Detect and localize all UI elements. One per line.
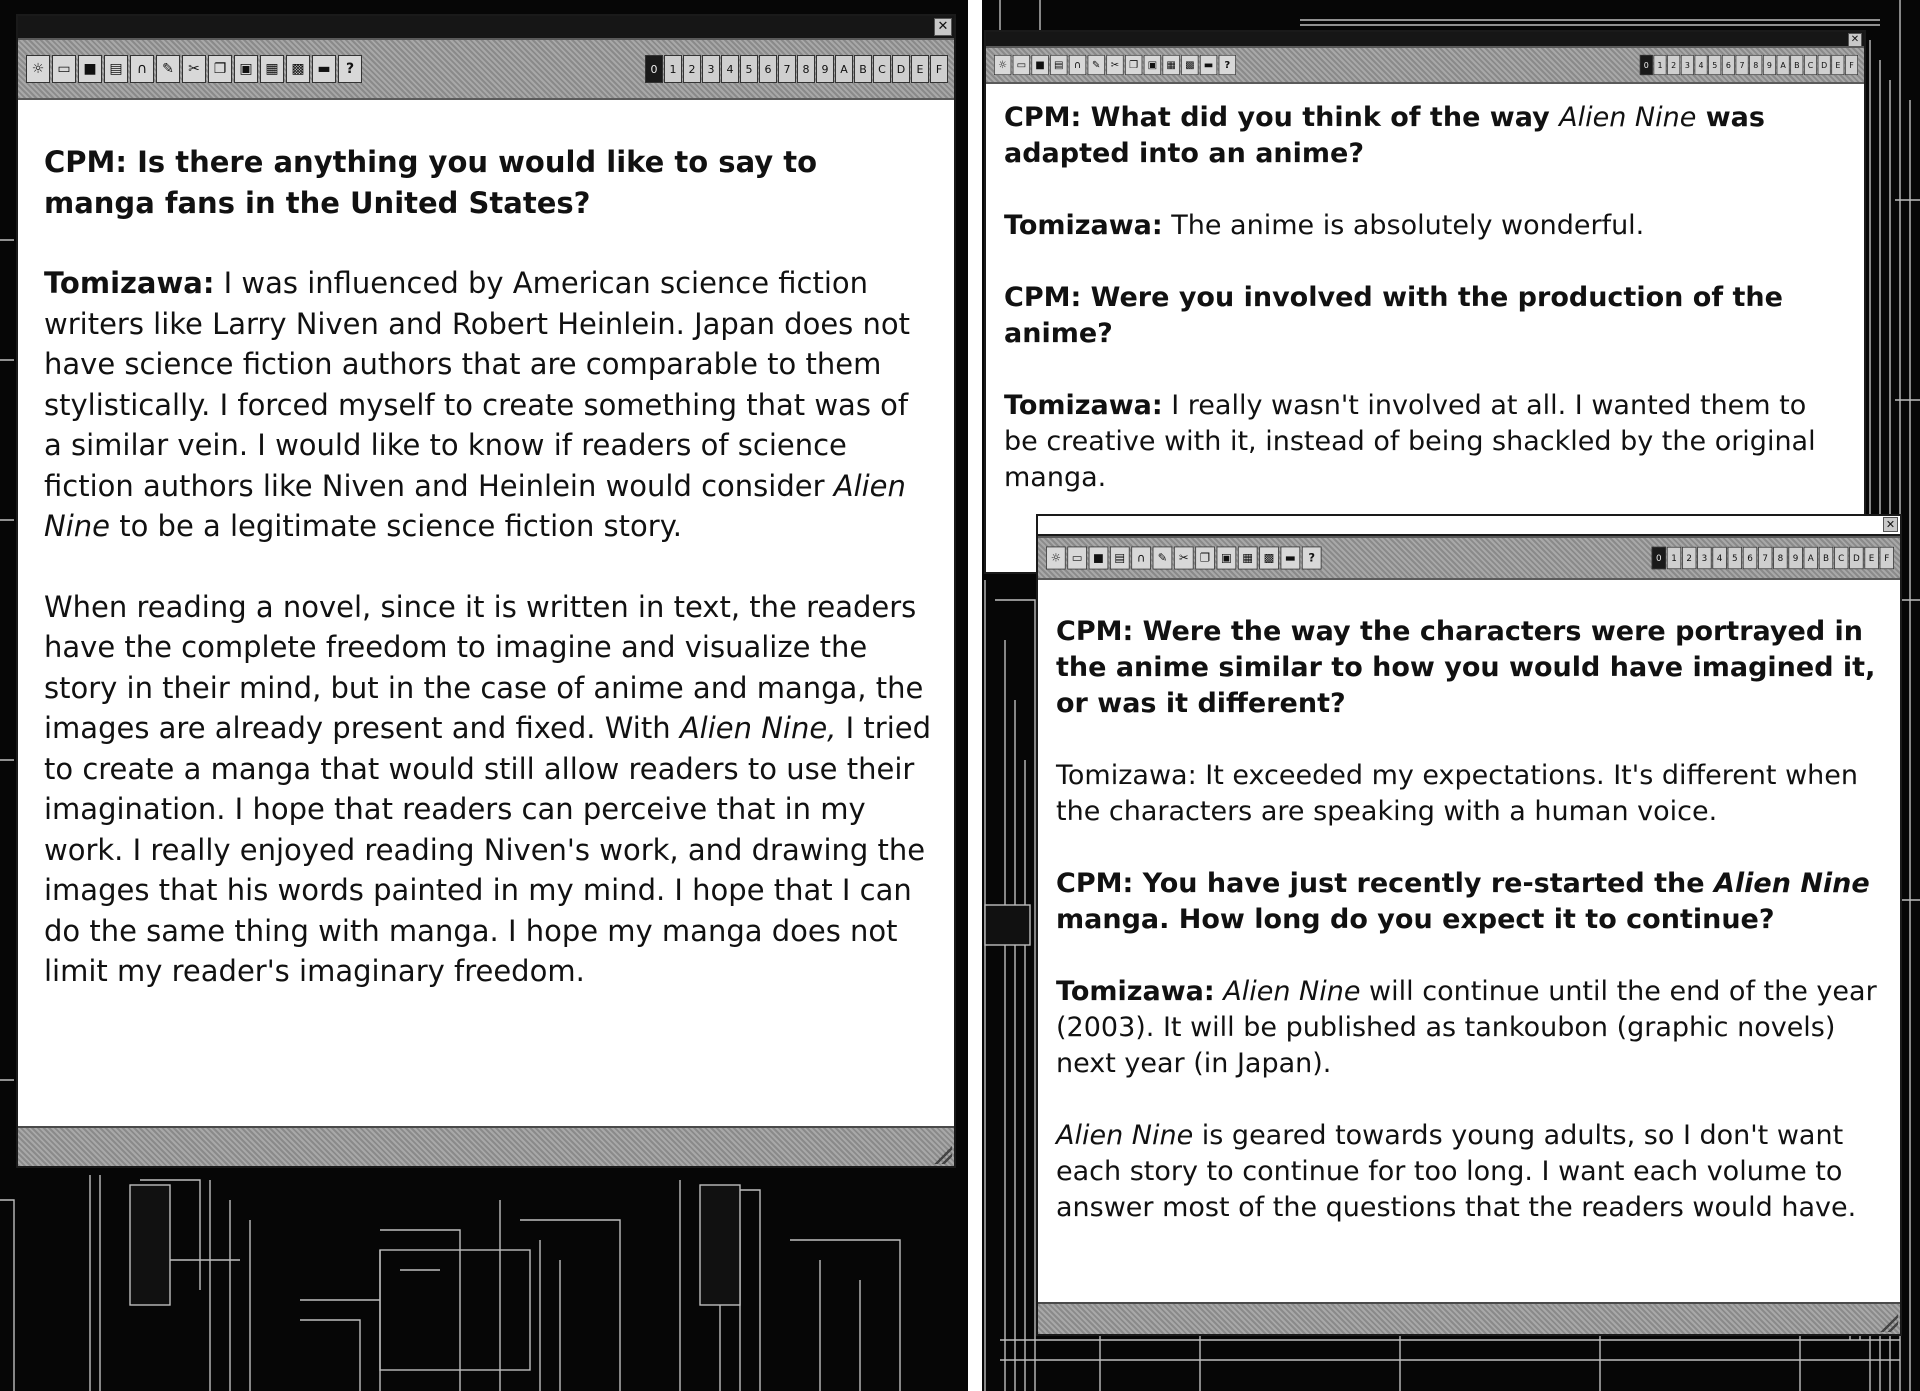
page-selector [645,55,948,83]
page-button[interactable]: 3 [1681,55,1694,75]
screen-icon[interactable]: ▬ [1281,547,1301,570]
page-button[interactable]: 6 [1743,547,1757,569]
answer-text: The anime is absolutely wonderful. [1162,210,1645,241]
title-italic: Alien Nine [44,468,906,543]
pen-icon[interactable]: ✎ [1088,55,1105,75]
page-button[interactable]: D [1818,55,1831,75]
page-button[interactable]: 8 [1773,547,1787,569]
page-button[interactable]: B [1790,55,1803,75]
speaker-label: Tomizawa: [44,266,215,300]
page-selector [1640,55,1858,75]
answer [1056,1118,1884,1226]
page-button[interactable]: D [892,55,910,83]
title-italic: Alien Nine, [679,711,837,745]
title-italic: Alien Nine [1223,976,1361,1007]
page-button[interactable]: 6 [759,55,777,83]
answer-text: I really wasn't involved at all. I wanted them to be creative with it, instead of being shackled by the original manga. [1004,390,1816,493]
scissors-icon[interactable]: ✂ [1174,547,1194,570]
page-button[interactable]: E [1864,547,1878,569]
pen-icon[interactable]: ✎ [1153,547,1173,570]
bookmark-icon[interactable]: ∩ [130,55,154,83]
copy-icon[interactable]: ❐ [208,55,232,83]
page-button[interactable]: 4 [1712,547,1726,569]
page-button[interactable]: 5 [740,55,758,83]
page-button[interactable]: 1 [664,55,682,83]
answer-text: When reading a novel, since it is written in text, the readers have the complete freedom to imagine and visualize the story in their mind, but in the case of anime and manga, the images are already present and fixed. With [44,589,924,745]
page-button[interactable]: E [911,55,929,83]
image-icon[interactable]: ▩ [1259,547,1279,570]
title-italic: Alien Nine [1713,868,1870,899]
question-text: CPM: You have just recently re-started the [1056,868,1714,899]
page-button[interactable]: 7 [1736,55,1749,75]
paste-icon[interactable]: ▣ [1144,55,1161,75]
toolbar [18,38,954,100]
close-button[interactable]: ✕ [934,18,952,36]
answer [1056,974,1884,1082]
page-button[interactable]: 3 [1697,547,1711,569]
window-title-bar[interactable] [1038,516,1900,536]
scissors-icon[interactable]: ✂ [182,55,206,83]
status-bar [18,1126,954,1166]
answer-text: is geared towards young adults, so I don't want each story to continue for too long. I want each volume to answer most of the questions that the readers would have. [1056,1120,1857,1223]
speaker-label: Tomizawa: [1004,390,1163,421]
bookmark-icon[interactable]: ∩ [1069,55,1086,75]
page-button[interactable]: 9 [1763,55,1776,75]
page-button[interactable]: 2 [1682,547,1696,569]
page-button[interactable]: C [1834,547,1848,569]
answer [44,587,932,992]
interview-text [1056,614,1884,1226]
save-icon[interactable]: ■ [78,55,102,83]
answer: Tomizawa: It exceeded my expectations. It's different when the characters are speaking with a human voice. [1056,760,1859,827]
page-button[interactable]: E [1831,55,1844,75]
grid-icon[interactable]: ▦ [260,55,284,83]
question: CPM: Is there anything you would like to say to manga fans in the United States? [44,145,818,220]
grid-icon[interactable]: ▦ [1238,547,1258,570]
top-right-interview-window [984,30,1866,574]
help-icon[interactable]: ? [338,55,362,83]
page-button[interactable]: 7 [778,55,796,83]
screen-icon[interactable]: ▬ [1200,55,1217,75]
answer [44,263,932,547]
close-button[interactable]: ✕ [1883,517,1898,532]
grid-icon[interactable]: ▦ [1162,55,1179,75]
paste-icon[interactable]: ▣ [1217,547,1237,570]
page-button[interactable]: 0 [645,55,663,83]
title-italic: Alien Nine [1559,102,1697,133]
page-button[interactable]: 0 [1652,547,1666,569]
copy-icon[interactable]: ❐ [1125,55,1142,75]
page-button[interactable]: 4 [1695,55,1708,75]
save-icon[interactable]: ■ [1089,547,1109,570]
title-italic: Alien Nine [1056,1120,1194,1151]
page-selector [1652,547,1894,569]
scissors-icon[interactable]: ✂ [1106,55,1123,75]
question: CPM: Were you involved with the production of the anime? [1004,282,1783,349]
toolbar [986,46,1864,84]
open-folder-icon[interactable]: ▭ [52,55,76,83]
window-title-bar[interactable] [986,32,1864,46]
resize-grip-icon[interactable] [934,1146,952,1164]
help-icon[interactable]: ? [1302,547,1322,570]
page-button[interactable]: 1 [1654,55,1667,75]
page-button[interactable]: C [873,55,891,83]
page-button[interactable]: F [1880,547,1894,569]
page-button[interactable]: 3 [702,55,720,83]
page-button[interactable]: F [1845,55,1858,75]
tool-buttons [994,55,1236,75]
answer-text: I was influenced by American science fiction writers like Larry Niven and Robert Heinlein. Japan does not have science fiction authors that are comparable to them stylistically. I forced myself to create something that was of a similar vein. I would like to know if readers of science fiction authors like Niven and Heinlein would consider [44,266,910,503]
bottom-right-interview-window [1036,514,1902,1336]
answer-text: will continue until the end of the year (2003). It will be published as tankoubon (graphic novels) next year (in Japan). [1056,976,1877,1079]
debug-icon[interactable]: ☼ [26,55,50,83]
interview-text [44,142,932,1032]
page-button[interactable]: A [1777,55,1790,75]
left-interview-window [16,14,956,1168]
answer-text: to be a legitimate science fiction story. [109,509,682,543]
close-button[interactable]: ✕ [1848,33,1862,47]
question [1004,100,1846,172]
window-title-bar[interactable] [18,16,954,38]
print-icon[interactable]: ▤ [1050,55,1067,75]
answer-text: I tried to create a manga that would still allow readers to use their imagination. I hope that readers can perceive that in my work. I really enjoyed reading Niven's work, and drawing the images that his words painted in my mind. I hope that I can do the same thing with manga. I hope my manga does not limit my reader's imaginary freedom. [44,711,931,988]
save-icon[interactable]: ■ [1031,55,1048,75]
print-icon[interactable]: ▤ [104,55,128,83]
question-text: CPM: What did you think of the way [1004,102,1560,133]
speaker-label: Tomizawa: [1056,976,1215,1007]
print-icon[interactable]: ▤ [1110,547,1130,570]
page-button[interactable]: 1 [1667,547,1681,569]
page-button[interactable]: F [930,55,948,83]
copy-icon[interactable]: ❐ [1195,547,1215,570]
page-button[interactable]: 5 [1728,547,1742,569]
page-button[interactable]: B [1819,547,1833,569]
page-button[interactable]: 9 [1788,547,1802,569]
page-gutter [968,0,982,1391]
interview-text [1004,100,1846,496]
page-button[interactable]: B [854,55,872,83]
question-text: manga. How long do you expect it to continue? [1056,904,1775,935]
tool-buttons [26,55,362,83]
page-button[interactable]: 6 [1722,55,1735,75]
speaker-label: Tomizawa: [1004,210,1163,241]
resize-grip-icon[interactable] [1880,1314,1898,1332]
tool-buttons [1046,547,1322,570]
open-folder-icon[interactable]: ▭ [1067,547,1087,570]
page-button[interactable]: C [1804,55,1817,75]
open-folder-icon[interactable]: ▭ [1013,55,1030,75]
screen-icon[interactable]: ▬ [312,55,336,83]
page-button[interactable]: A [835,55,853,83]
help-icon[interactable]: ? [1219,55,1236,75]
question [1056,866,1884,938]
pen-icon[interactable]: ✎ [156,55,180,83]
debug-icon[interactable]: ☼ [994,55,1011,75]
debug-icon[interactable]: ☼ [1046,547,1066,570]
page-button[interactable]: 2 [1667,55,1680,75]
toolbar [1038,536,1900,580]
answer [1004,208,1846,244]
page-button[interactable]: 8 [797,55,815,83]
status-bar [1038,1302,1900,1334]
paste-icon[interactable]: ▣ [234,55,258,83]
page-button[interactable]: 4 [721,55,739,83]
page-button[interactable]: A [1804,547,1818,569]
bookmark-icon[interactable]: ∩ [1131,547,1151,570]
page-button[interactable]: 5 [1708,55,1721,75]
question: CPM: Were the way the characters were portrayed in the anime similar to how you would have imagined it, or was it different? [1056,616,1876,719]
image-icon[interactable]: ▩ [286,55,310,83]
page-button[interactable]: 0 [1640,55,1653,75]
page-button[interactable]: 9 [816,55,834,83]
page-button[interactable]: 2 [683,55,701,83]
page-button[interactable]: 7 [1758,547,1772,569]
page-button[interactable]: 8 [1749,55,1762,75]
image-icon[interactable]: ▩ [1181,55,1198,75]
question-text: was adapted into an anime? [1004,102,1765,169]
answer [1004,388,1846,496]
page-button[interactable]: D [1849,547,1863,569]
